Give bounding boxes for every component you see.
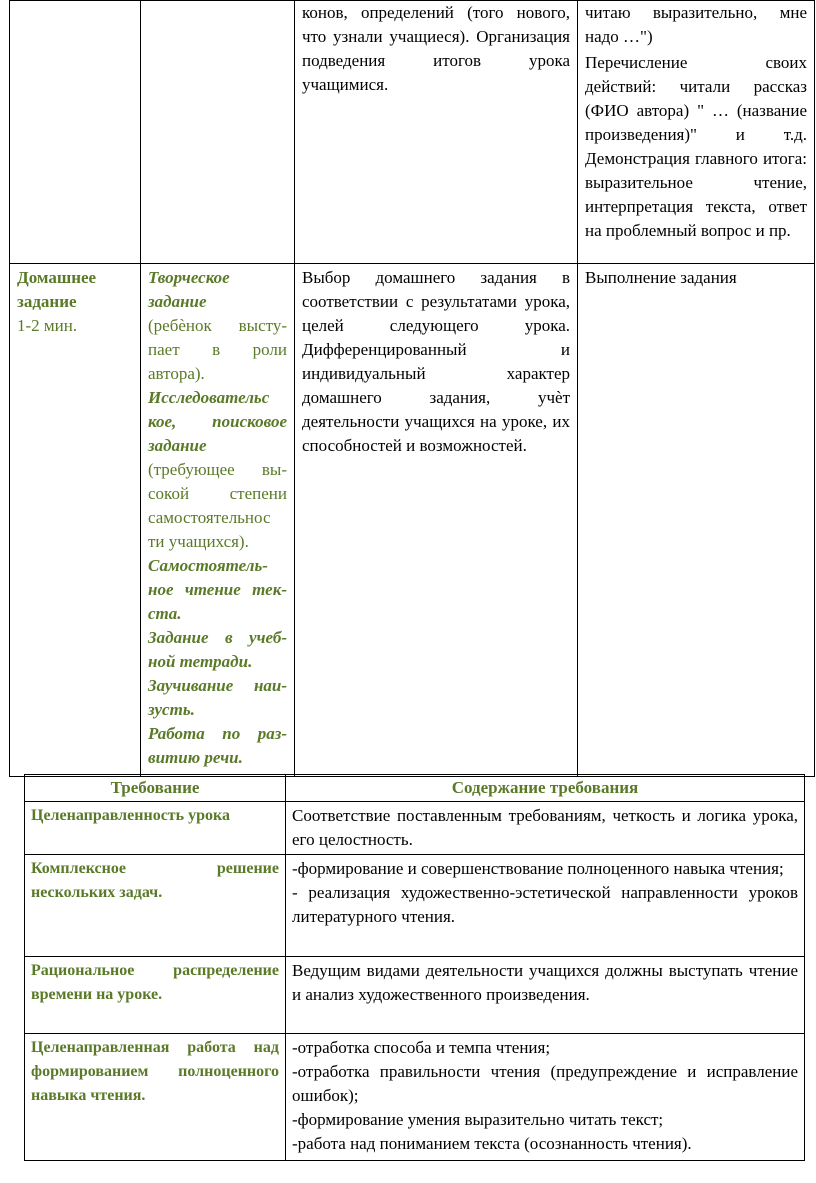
task-title: Самостоятель-ное чтение тек-ста. xyxy=(148,556,287,623)
task-title: Исследовательс кое, поисковое задание xyxy=(148,388,287,455)
requirement-row xyxy=(25,957,805,1034)
lesson-table xyxy=(9,0,815,777)
requirement-title: Целенаправленность урока xyxy=(25,802,286,855)
task-title: Заучивание наи-зусть. xyxy=(148,676,287,719)
stage-title: Домашнее задание xyxy=(17,268,97,311)
student-homework-text: Выполнение задания xyxy=(585,268,737,287)
task-title: Работа по раз-витию речи. xyxy=(148,724,287,767)
task-item xyxy=(148,266,287,386)
student-summary-text-1: читаю выразительно, мне надо …") xyxy=(585,3,807,46)
requirement-content-line: -формирование и совершенствование полноценного навыка чтения; xyxy=(292,859,784,878)
lesson-cell-stage xyxy=(10,264,141,777)
lesson-cell-teacher xyxy=(295,1,578,264)
student-summary-text-2: Перечисление своих действий: читали рассказ (ФИО автора) " … (название произведения)" и т.д. Демонстрация главного итога: выразительное чтение, интерпретация текста, ответ на проблемный вопрос и пр. xyxy=(585,53,807,240)
requirement-title: Рациональное распределение времени на уроке. xyxy=(25,957,286,1034)
requirement-content-line: -отработка правильности чтения (предупреждение и исправление ошибок); xyxy=(292,1062,798,1105)
task-title: Творческое задание xyxy=(148,268,230,311)
requirements-table xyxy=(24,774,805,1161)
lesson-cell-student xyxy=(578,1,815,264)
lesson-row-homework xyxy=(10,264,815,777)
requirement-title: Целенаправленная работа над формированием полноценного навыка чтения. xyxy=(25,1034,286,1161)
requirement-row xyxy=(25,802,805,855)
teacher-summary-text: конов, определений (того нового, что узнали учащиеся). Организация подведения итогов урока учащимися. xyxy=(302,3,570,94)
requirement-content-line: -отработка способа и темпа чтения; xyxy=(292,1038,551,1057)
requirement-content-line: - реализация художественно-эстетической направленности уроков литературного чтения. xyxy=(292,883,798,926)
lesson-cell-teacher xyxy=(295,264,578,777)
requirement-title: Комплексное решение нескольких задач. xyxy=(25,855,286,957)
requirement-content xyxy=(286,957,805,1034)
requirements-header-row xyxy=(25,775,805,802)
requirement-row xyxy=(25,855,805,957)
task-item xyxy=(148,386,287,554)
requirement-content xyxy=(286,1034,805,1161)
header-content: Содержание требования xyxy=(286,775,805,802)
header-requirement: Требование xyxy=(25,775,286,802)
lesson-cell-method xyxy=(141,264,295,777)
lesson-row-summary xyxy=(10,1,815,264)
requirement-content-line: Ведущим видами деятельности учащихся должны выступать чтение и анализ художественного произведения. xyxy=(292,961,798,1004)
lesson-cell-stage xyxy=(10,1,141,264)
requirement-content-line: Соответствие поставленным требованиям, четкость и логика урока, его целостность. xyxy=(292,806,798,849)
requirement-content-line: -работа над пониманием текста (осознанность чтения). xyxy=(292,1134,692,1153)
lesson-cell-method xyxy=(141,1,295,264)
requirement-content xyxy=(286,855,805,957)
lesson-cell-student xyxy=(578,264,815,777)
requirement-content xyxy=(286,802,805,855)
teacher-homework-text: Выбор домашнего задания в соответствии с результатами урока, целей следующего урока. Дифференцированный и индивидуальный характер домашнего задания, учѐт деятельности учащихся на уроке, их способностей и возможностей. xyxy=(302,268,570,455)
task-note: (ребѐнок высту-пает в роли автора). xyxy=(148,316,287,383)
requirement-content-line: -формирование умения выразительно читать текст; xyxy=(292,1110,664,1129)
requirement-row xyxy=(25,1034,805,1161)
task-note: (требующее вы-сокой степени самостоятельнос ти учащихся). xyxy=(148,460,287,551)
task-title: Задание в учеб-ной тетради. xyxy=(148,628,287,671)
stage-time: 1-2 мин. xyxy=(17,316,78,335)
